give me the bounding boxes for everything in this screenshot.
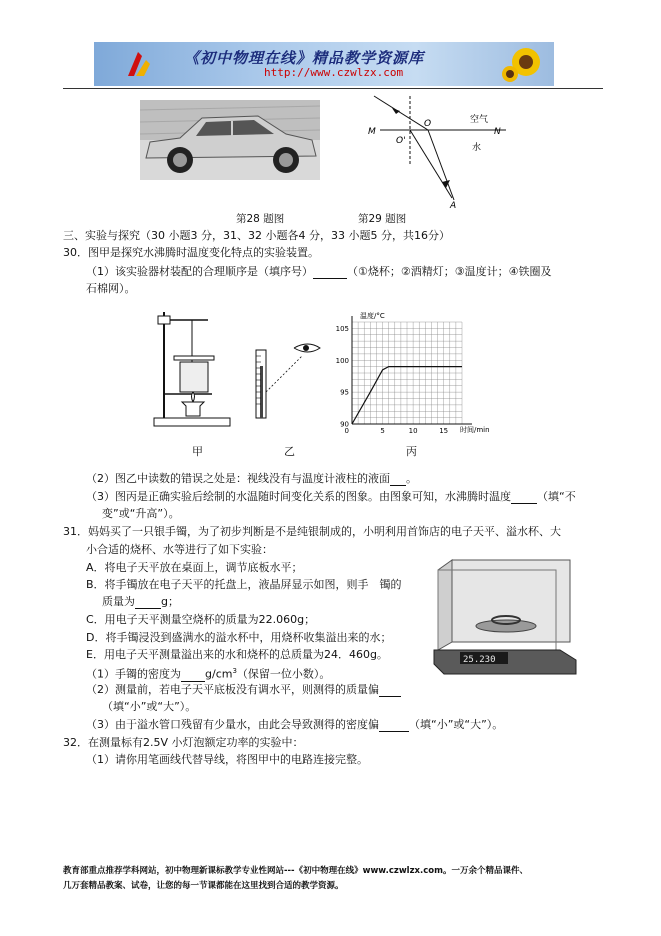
temperature-chart <box>334 306 494 436</box>
q30-part1-cont: 石棉网）。 <box>86 282 136 295</box>
q31-part2-cont: （填“小”或“大”）。 <box>102 700 197 713</box>
answer-blank <box>511 503 537 504</box>
q31-step-b: B．将手镯放在电子天平的托盘上，液晶屏显示如图，则手 镯的 <box>86 578 402 591</box>
q31-part2 <box>86 682 401 697</box>
origin-label: 0 <box>344 427 349 435</box>
x-tick-label: 5 <box>380 427 385 435</box>
car-photo <box>140 100 320 180</box>
label-air: 空气 <box>470 115 489 125</box>
label-O-prime: O' <box>396 136 406 146</box>
footer-line-1: 教育部重点推荐学科网站，初中物理新课标教学专业性网站---《初中物理在线》www.czwlzx.com。一万余个精品课件、 <box>63 866 528 876</box>
answer-blank <box>135 608 161 609</box>
label-water: 水 <box>472 143 482 153</box>
x-tick-label: 15 <box>439 427 449 435</box>
x-tick-label: 10 <box>408 427 418 435</box>
label-bing: 丙 <box>406 445 417 458</box>
header-rule <box>63 88 603 89</box>
answer-blank <box>390 485 406 486</box>
y-tick-label: 90 <box>340 420 349 429</box>
chart-ylabel: 温度/°C <box>360 312 385 320</box>
q31-p2-text: （2）测量前，若电子天平底板没有调水平，则测得的质量偏 <box>86 683 379 696</box>
q31-step-e: E．用电子天平测量溢出来的水和烧杯的总质量为24．460g。 <box>86 648 388 661</box>
label-jia: 甲 <box>192 445 203 458</box>
q31-stem: 31．妈妈买了一只银手镯，为了初步判断是不是纯银制成的，小明利用首饰店的电子天平、溢水杯、大 <box>63 525 561 538</box>
q30-p3-hint: （填“不 <box>537 490 576 503</box>
q31-p1-unit: g/cm <box>205 667 233 681</box>
q30-p1-text: （1）该实验器材装配的合理顺序是（填序号） <box>86 265 313 278</box>
refraction-diagram <box>366 92 516 210</box>
label-O: O <box>424 119 432 129</box>
electronic-balance-photo <box>430 556 578 678</box>
q31-p3-text: （3）由于溢水管口残留有少量水，由此会导致测得的密度偏 <box>86 718 379 731</box>
q32-stem: 32．在测量标有2.5V 小灯泡额定功率的实验中： <box>63 736 304 749</box>
q30-part2 <box>86 471 417 486</box>
q31-step-a: A．将电子天平放在桌面上，调节底板水平； <box>86 561 303 574</box>
q30-part3 <box>86 489 576 504</box>
label-yi: 乙 <box>284 445 295 458</box>
chart-grid <box>352 316 472 424</box>
answer-blank <box>379 731 409 732</box>
label-A: A <box>450 201 457 210</box>
label-M: M <box>368 127 376 137</box>
q30-p2-text: （2）图乙中读数的错误之处是：视线没有与温度计液柱的液面 <box>86 472 390 485</box>
q30-p2-end: 。 <box>406 472 417 485</box>
q31-b-text: 质量为 <box>102 595 135 608</box>
sunflower-image <box>502 44 548 84</box>
thermometer-figure <box>254 336 328 422</box>
q31-part1: （1）手镯的密度为 $g/cm^3$（保留一位小数）。 <box>86 667 331 681</box>
footer-line-2: 几万套精品教案、试卷，让您的每一节课都能在这里找到合适的教学资源。 <box>63 881 344 891</box>
q31-p3-hint: （填“小”或“大”）。 <box>409 718 504 731</box>
y-tick-label: 100 <box>335 356 349 365</box>
q31-stem-cont: 小合适的烧杯、水等进行了如下实验： <box>86 543 273 556</box>
label-N: N <box>494 127 501 137</box>
q30-stem: 30．图甲是探究水沸腾时温度变化特点的实验装置。 <box>63 246 319 259</box>
chart-xlabel: 时间/min <box>460 426 490 434</box>
answer-blank <box>379 696 401 697</box>
q31-step-b-cont <box>102 594 179 609</box>
banner-title: 《初中物理在线》精品教学资源库 <box>184 49 425 67</box>
section-heading: 三、实验与探究（30 小题3 分，31、32 小题各4 分，33 小题5 分，共16分） <box>63 229 450 242</box>
header-banner <box>94 42 554 86</box>
caption-28: 第28 题图 <box>236 213 285 225</box>
q32-part1: （1）请你用笔画线代替导线，将图甲中的电路连接完整。 <box>86 753 368 766</box>
answer-blank <box>313 278 347 279</box>
q31-p1-text: （1）手镯的密度为 <box>86 667 181 681</box>
q31-step-d: D．将手镯浸没到盛满水的溢水杯中，用烧杯收集溢出来的水； <box>86 631 392 644</box>
q31-p1-note: （保留一位小数）。 <box>236 667 331 681</box>
q30-p1-options: （①烧杯；②酒精灯；③温度计；④铁圈及 <box>347 265 552 278</box>
y-tick-label: 95 <box>340 388 349 397</box>
apparatus-figure <box>152 306 236 434</box>
q31-step-c: C．用电子天平测量空烧杯的质量为22.060g； <box>86 613 316 626</box>
q30-part3-cont: 变”或“升高”）。 <box>102 507 180 520</box>
banner-url: http://www.czwlzx.com <box>264 66 404 79</box>
q30-p3-text: （3）图丙是正确实验后绘制的水温随时间变化关系的图象。由图象可知，水沸腾时温度 <box>86 490 511 503</box>
y-tick-label: 105 <box>335 324 349 333</box>
site-logo <box>124 48 154 80</box>
caption-29: 第29 题图 <box>358 213 407 225</box>
q31-b-unit: g； <box>161 595 179 608</box>
q31-part3 <box>86 717 503 732</box>
q30-part1 <box>86 264 551 279</box>
balance-display: 25.230 <box>463 655 496 665</box>
